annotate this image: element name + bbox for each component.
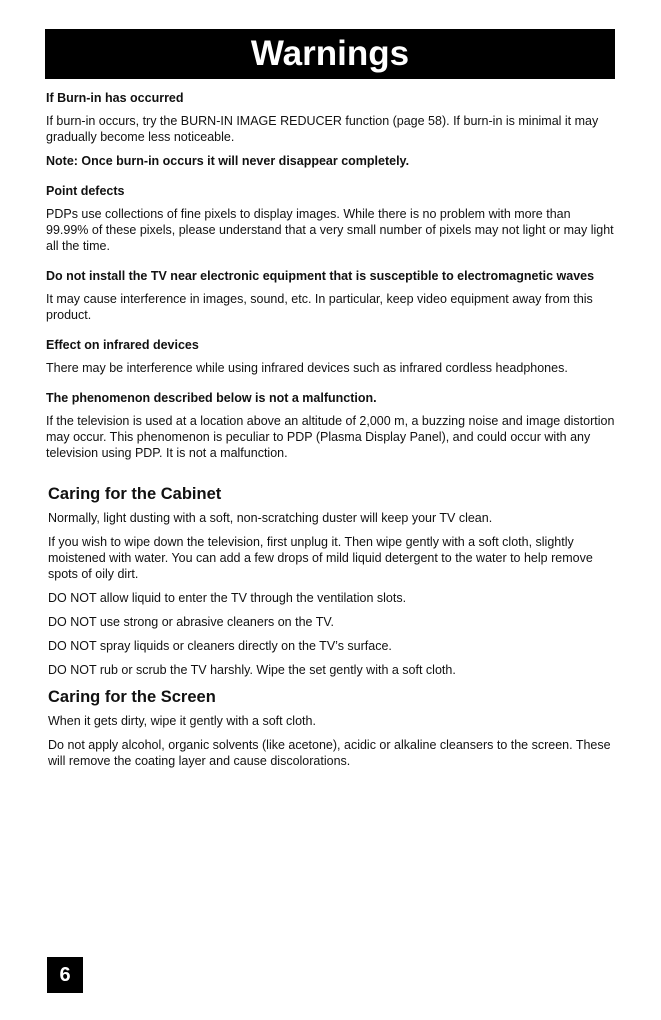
cabinet-paragraph: DO NOT allow liquid to enter the TV through the ventilation slots. (48, 591, 407, 605)
cabinet-paragraph: If you wish to wipe down the television, first unplug it. Then wipe gently with a soft cloth, slightly moistened with water. You can add a few drops of mild liquid detergent to the water to help remove spots of oily dirt. (48, 535, 593, 581)
cabinet-paragraph: DO NOT spray liquids or cleaners directly on the TV’s surface. (48, 639, 392, 653)
warning-heading-burn-in: If Burn-in has occurred (46, 91, 184, 105)
page-title: Warnings (45, 29, 615, 79)
warning-text-point-defects: PDPs use collections of fine pixels to display images. While there is no problem with more than 99.99% of these pixels, please understand that a very small number of pixels may not light or may light all the time. (46, 207, 614, 253)
screen-section (48, 686, 616, 769)
warning-heading-not-malfunction: The phenomenon described below is not a malfunction. (46, 391, 377, 405)
screen-paragraph: Do not apply alcohol, organic solvents (like acetone), acidic or alkaline cleansers to the screen. These will remove the coating layer and cause discolorations. (48, 738, 611, 768)
cabinet-section (48, 483, 616, 678)
cabinet-paragraph: DO NOT rub or scrub the TV harshly. Wipe the set gently with a soft cloth. (48, 663, 456, 677)
screen-heading: Caring for the Screen (48, 688, 216, 706)
cabinet-heading: Caring for the Cabinet (48, 485, 222, 503)
warning-heading-electromagnetic: Do not install the TV near electronic equipment that is susceptible to electromagnetic waves (46, 269, 595, 283)
screen-paragraph: When it gets dirty, wipe it gently with a soft cloth. (48, 714, 316, 728)
warning-text-burn-in: If burn-in occurs, try the BURN-IN IMAGE REDUCER function (page 58). If burn-in is minimal it may gradually become less noticeable. (46, 114, 599, 144)
warning-heading-infrared: Effect on infrared devices (46, 338, 199, 352)
warning-text-infrared: There may be interference while using infrared devices such as infrared cordless headphones. (46, 361, 568, 375)
page-content (46, 90, 616, 777)
cabinet-paragraph: Normally, light dusting with a soft, non-scratching duster will keep your TV clean. (48, 511, 493, 525)
burn-in-note: Note: Once burn-in occurs it will never disappear completely. (46, 154, 410, 168)
warning-heading-point-defects: Point defects (46, 184, 125, 198)
cabinet-paragraph: DO NOT use strong or abrasive cleaners on the TV. (48, 615, 335, 629)
page-number: 6 (47, 957, 83, 993)
warning-text-electromagnetic: It may cause interference in images, sound, etc. In particular, keep video equipment away from this product. (46, 292, 593, 322)
warning-text-not-malfunction: If the television is used at a location above an altitude of 2,000 m, a buzzing noise and image distortion may occur. This phenomenon is peculiar to PDP (Plasma Display Panel), and could occur with any television using PDP. It is not a malfunction. (46, 414, 615, 460)
